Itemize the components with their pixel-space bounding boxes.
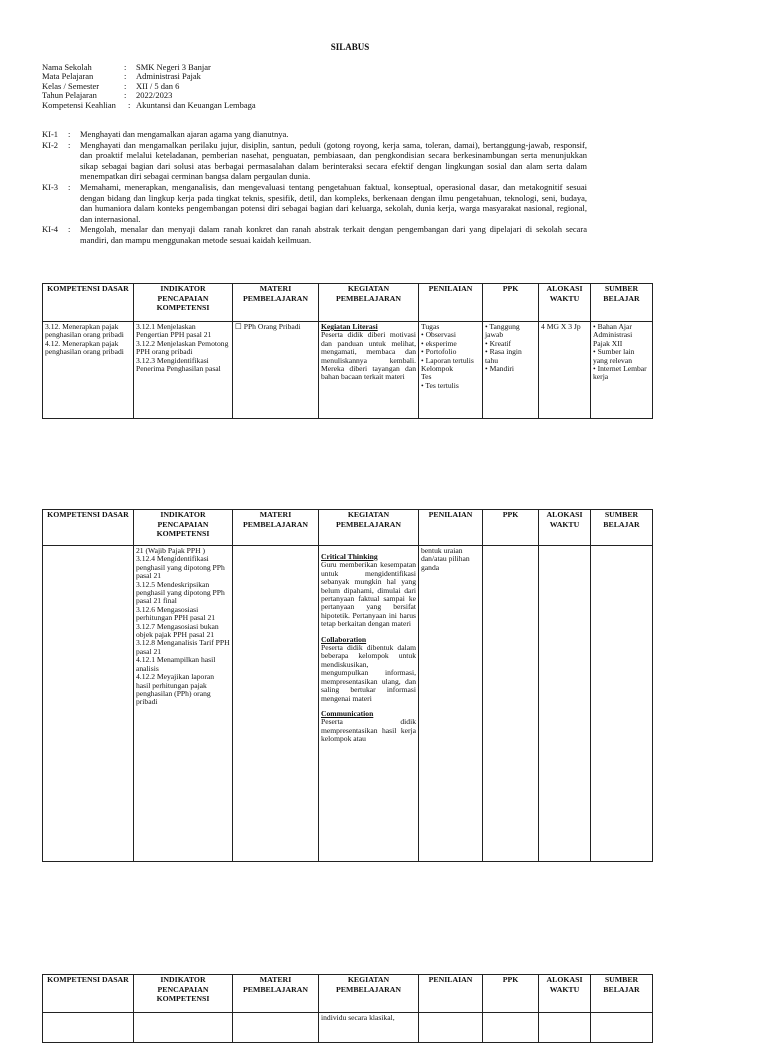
header-ipk: INDIKATOR PENCAPAIAN KOMPETENSI: [134, 975, 233, 1013]
school-info: [42, 63, 256, 110]
ipk-item: 4.12.2 Meyajikan laporan hasil perhitungan pajak penghasilan (PPh) orang pribadi: [136, 672, 215, 707]
info-label: Mata Pelajaran: [42, 71, 94, 82]
materi-cell: [233, 322, 319, 419]
kegiatan-cell: individu secara klasikal,: [319, 1013, 419, 1043]
header-alokasi: ALOKASI WAKTU: [539, 975, 591, 1013]
kd-cell: [43, 546, 134, 862]
penilaian-cell: [419, 1013, 483, 1043]
ipk-item: 4.12.1 Menampilkan hasil analisis: [136, 655, 216, 673]
header-materi: MATERI PEMBELAJARAN: [233, 510, 319, 546]
info-value: Akuntansi dan Keuangan Lembaga: [136, 99, 256, 110]
ipk-cell: [134, 1013, 233, 1043]
critical-thinking-title: Critical Thinking: [321, 552, 378, 561]
communication-text: Peserta didik mempresentasikan hasil kerja kelompok atau: [321, 717, 416, 744]
ppk-item: • Kreatif: [485, 340, 536, 348]
sumber-cell: [591, 322, 653, 419]
header-row: [43, 975, 653, 1013]
header-ppk: PPK: [483, 284, 539, 322]
header-sumber: SUMBER BELAJAR: [591, 284, 653, 322]
ki-row: [42, 224, 587, 245]
ipk-item: 3.12.4 Mengidentifikasi penghasil yang dipotong PPh pasal 21: [136, 554, 225, 581]
sumber-item: • Sumber lain yang relevan: [593, 348, 650, 365]
kegiatan-cell: [319, 546, 419, 862]
table-row: [43, 1013, 653, 1043]
alokasi-cell: [539, 1013, 591, 1043]
ki-row: [42, 140, 587, 182]
syllabus-table-1: [42, 283, 653, 419]
header-ipk: INDIKATOR PENCAPAIAN KOMPETENSI: [134, 284, 233, 322]
communication-title: Communication: [321, 708, 374, 718]
info-sep: :: [124, 71, 127, 82]
ipk-cell: [134, 322, 233, 419]
header-kd: KOMPETENSI DASAR: [43, 284, 134, 322]
sumber-cell: [591, 1013, 653, 1043]
info-value: Administrasi Pajak: [136, 71, 201, 82]
penilaian-item: • Laporan tertulis Kelompok: [421, 357, 480, 374]
info-value: 2022/2023: [136, 90, 173, 101]
kd-cell: [43, 322, 134, 419]
info-value: SMK Negeri 3 Banjar: [136, 62, 211, 72]
info-label: Kompetensi Keahlian: [42, 99, 116, 110]
sumber-item: • Bahan Ajar Administrasi Pajak XII: [593, 323, 650, 348]
core-competencies: [42, 129, 587, 246]
ipk-item: 3.12.1 Menjelaskan Pengertian PPH pasal 21: [136, 322, 212, 340]
info-sep: :: [124, 80, 127, 91]
header-penilaian: PENILAIAN: [419, 510, 483, 546]
header-kegiatan: KEGIATAN PEMBELAJARAN: [319, 975, 419, 1013]
info-label: Tahun Pelajaran: [42, 90, 97, 101]
header-alokasi: ALOKASI WAKTU: [539, 510, 591, 546]
penilaian-item: • eksperime: [421, 340, 480, 348]
collaboration-text: Peserta didik dibentuk dalam beberapa kelompok untuk mendiskusikan, mengumpulkan informasi, mempresentasikan ulang, dan saling bertukar informasi mengenai materi: [321, 643, 416, 703]
materi-cell: [233, 1013, 319, 1043]
penilaian-cell: bentuk uraian dan/atau pilihan ganda: [419, 546, 483, 862]
header-row: [43, 510, 653, 546]
ppk-cell: [483, 322, 539, 419]
ki-sep: :: [68, 139, 71, 150]
info-sep: :: [124, 90, 127, 101]
ppk-item: • Tanggung jawab: [485, 323, 536, 340]
header-ipk: INDIKATOR PENCAPAIAN KOMPETENSI: [134, 510, 233, 546]
header-materi: MATERI PEMBELAJARAN: [233, 284, 319, 322]
ppk-item: • Rasa ingin tahu: [485, 348, 536, 365]
kd-item: 3.12. Menerapkan pajak penghasilan orang pribadi: [45, 322, 124, 340]
ipk-item: 3.12.3 Mengidentifikasi Penerima Penghasilan pasal: [136, 355, 221, 374]
ki-text: Mengolah, menalar dan menyaji dalam ranah konkret dan ranah abstrak terkait dengan pengembangan dari yang dipelajari di sekolah secara mandiri, dan mampu menggunakan metode sesuai kaidah keilmuan.: [80, 224, 587, 245]
materi-text: PPh Orang Pribadi: [243, 322, 301, 331]
penilaian-item: • Portofolio: [421, 348, 480, 356]
header-kegiatan: KEGIATAN PEMBELAJARAN: [319, 510, 419, 546]
ipk-item: 3.12.5 Mendeskripsikan penghasil yang dipotong PPh pasal 21 final: [136, 579, 225, 606]
ppk-cell: [483, 1013, 539, 1043]
syllabus-table-3: [42, 974, 653, 1043]
table-row: [43, 546, 653, 862]
document-title: SILABUS: [330, 42, 370, 52]
header-ppk: PPK: [483, 510, 539, 546]
header-kegiatan: KEGIATAN PEMBELAJARAN: [319, 284, 419, 322]
kegiatan-text: Peserta didik diberi motivasi dan panduan untuk melihat, mengamati, membaca dan menuliskannya kembali. Mereka diberi tayangan dan bahan bacaan terkait materi: [321, 330, 416, 382]
sumber-item: • Internet Lembar kerja: [593, 365, 650, 382]
ki-label: KI-4: [42, 224, 59, 235]
ipk-item: 21 (Wajib Pajak PPH ): [136, 546, 205, 555]
ppk-item: • Mandiri: [485, 365, 536, 373]
header-ppk: PPK: [483, 975, 539, 1013]
ki-label: KI-2: [42, 139, 59, 150]
syllabus-table-2: [42, 509, 653, 862]
info-value: XII / 5 dan 6: [136, 80, 180, 91]
materi-cell: [233, 546, 319, 862]
header-penilaian: PENILAIAN: [419, 284, 483, 322]
kd-cell: [43, 1013, 134, 1043]
critical-thinking-text: Guru memberikan kesempatan untuk mengidentifikasi sebanyak mungkin hal yang belum dipahami, dimulai dari pertanyaan faktual sampai ke pertanyaan yang bersifat hipotetik. Pertanyaan ini harus tetap berkaitan dengan materi: [321, 560, 416, 629]
header-alokasi: ALOKASI WAKTU: [539, 284, 591, 322]
ki-text: Menghayati dan mengamalkan ajaran agama yang dianutnya.: [80, 129, 289, 139]
penilaian-item: • Observasi: [421, 331, 480, 339]
header-sumber: SUMBER BELAJAR: [591, 975, 653, 1013]
ipk-item: 3.12.6 Mengasosiasi perhitungan PPH pasal 21: [136, 604, 216, 623]
penilaian-head: Tugas: [421, 322, 440, 331]
sumber-cell: [591, 546, 653, 862]
ppk-cell: [483, 546, 539, 862]
ipk-item: 3.12.8 Menganalisis Tarif PPH pasal 21: [136, 638, 230, 656]
kegiatan-cell: [319, 322, 419, 419]
ki-row: [42, 129, 587, 140]
ki-row: [42, 182, 587, 224]
ipk-item: 3.12.2 Menjelaskan Pemotong PPH orang pribadi: [136, 338, 229, 357]
ki-sep: :: [68, 224, 71, 235]
info-row: [42, 101, 256, 110]
header-kd: KOMPETENSI DASAR: [43, 975, 134, 1013]
alokasi-cell: 4 MG X 3 Jp: [539, 322, 591, 419]
info-sep: :: [124, 62, 127, 72]
info-label: Kelas / Semester: [42, 80, 100, 91]
header-kd: KOMPETENSI DASAR: [43, 510, 134, 546]
kegiatan-title: Kegiatan Literasi: [321, 322, 378, 331]
ipk-cell: [134, 546, 233, 862]
ki-sep: :: [68, 129, 71, 139]
checkbox-icon: ☐: [235, 322, 244, 331]
penilaian-tes: Tes: [421, 372, 432, 382]
kd-item: 4.12. Menerapkan pajak penghasilan orang pribadi: [45, 338, 124, 357]
ki-label: KI-3: [42, 181, 59, 192]
header-row: [43, 284, 653, 322]
header-sumber: SUMBER BELAJAR: [591, 510, 653, 546]
info-label: Nama Sekolah: [42, 62, 92, 72]
ki-text: Menghayati dan mengamalkan perilaku jujur, disiplin, santun, peduli (gotong royong, kerja sama, toleran, damai), bertanggung-jawab, responsif, dan proaktif melalui keteladanan, pemberian nasehat, penguatan, pembiasaan, dan pengkondisian secara berkesinambungan serta menunjukkan sikap sebagai bagian dari solusi atas berbagai permasalahan dalam berinteraksi secara efektif dengan lingkungan sosial dan alam serta dalam menempatkan diri sebagai cerminan bangsa dalam pergaulan dunia.: [80, 139, 587, 182]
ipk-item: 3.12.7 Mengasosiasi bukan objek pajak PPH pasal 21: [136, 621, 219, 640]
collaboration-title: Collaboration: [321, 634, 367, 644]
ki-text: Memahami, menerapkan, menganalisis, dan mengevaluasi tentang pengetahuan faktual, konseptual, operasional dasar, dan metakognitif sesuai dengan bidang dan lingkup kerja pada tingkat teknis, spesifik, detil, dan kompleks, berkenaan dengan ilmu pengetahuan, teknologi, seni, budaya, dan humaniora dalam konteks pengembangan potensi diri sebagai bagian dari keluarga, sekolah, dunia kerja, warga masyarakat nasional, regional, dan internasional.: [80, 181, 587, 224]
table-row: [43, 322, 653, 419]
ki-label: KI-1: [42, 129, 59, 139]
penilaian-cell: [419, 322, 483, 419]
ki-sep: :: [68, 181, 71, 192]
info-sep: :: [128, 99, 131, 110]
header-penilaian: PENILAIAN: [419, 975, 483, 1013]
penilaian-item: • Tes tertulis: [421, 382, 480, 390]
alokasi-cell: [539, 546, 591, 862]
header-materi: MATERI PEMBELAJARAN: [233, 975, 319, 1013]
